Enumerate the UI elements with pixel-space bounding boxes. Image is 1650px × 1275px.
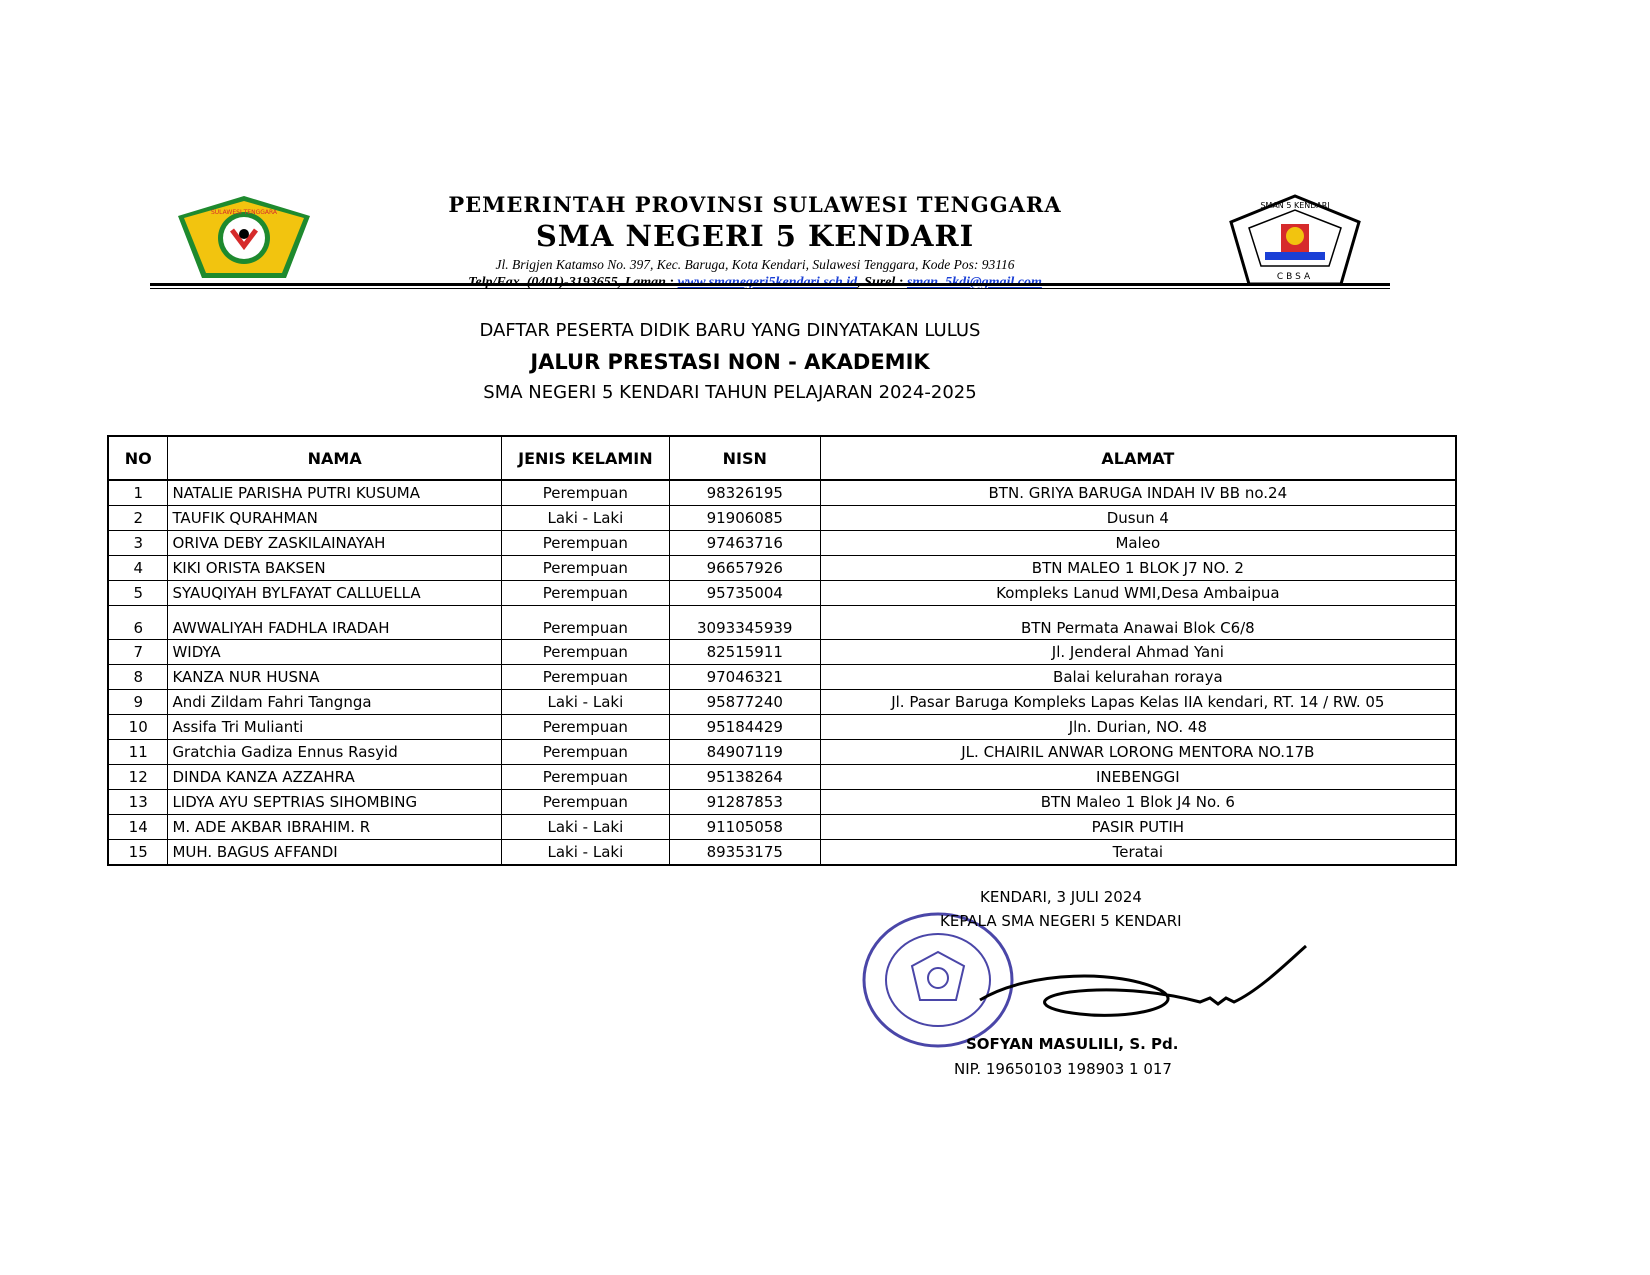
header-jenis-kelamin: JENIS KELAMIN — [501, 436, 669, 480]
cell-nisn: 95877240 — [669, 690, 820, 715]
table-row — [108, 690, 1456, 715]
header-alamat: ALAMAT — [820, 436, 1456, 480]
cell-jenis-kelamin: Perempuan — [501, 581, 669, 606]
cell-jenis-kelamin: Perempuan — [501, 790, 669, 815]
cell-jenis-kelamin: Laki - Laki — [501, 815, 669, 840]
government-name: PEMERINTAH PROVINSI SULAWESI TENGGARA — [448, 192, 1062, 217]
province-emblem-logo — [174, 194, 314, 280]
cell-jenis-kelamin: Perempuan — [501, 665, 669, 690]
cell-nama: LIDYA AYU SEPTRIAS SIHOMBING — [168, 790, 502, 815]
cell-nisn: 95184429 — [669, 715, 820, 740]
cell-jenis-kelamin: Perempuan — [501, 740, 669, 765]
cell-nama: DINDA KANZA AZZAHRA — [168, 765, 502, 790]
cell-no: 6 — [108, 606, 168, 640]
table-row — [108, 840, 1456, 866]
title-line-1: DAFTAR PESERTA DIDIK BARU YANG DINYATAKAN LULUS — [479, 320, 981, 341]
cell-alamat: BTN Permata Anawai Blok C6/8 — [820, 606, 1456, 640]
cell-nama: M. ADE AKBAR IBRAHIM. R — [168, 815, 502, 840]
table-row — [108, 665, 1456, 690]
cell-nama: Andi Zildam Fahri Tangnga — [168, 690, 502, 715]
letterhead — [150, 190, 1390, 290]
right-logo-bottom-text: CBSA — [1276, 272, 1314, 282]
signatory-nip: NIP. 19650103 198903 1 017 — [954, 1060, 1172, 1078]
cell-jenis-kelamin: Perempuan — [501, 556, 669, 581]
cell-nisn: 89353175 — [669, 840, 820, 866]
table-row — [108, 640, 1456, 665]
cell-nama: KIKI ORISTA BAKSEN — [168, 556, 502, 581]
header-no: NO — [108, 436, 168, 480]
school-logo — [1225, 194, 1365, 286]
cell-nisn: 95138264 — [669, 765, 820, 790]
cell-alamat: Jl. Pasar Baruga Kompleks Lapas Kelas IIA kendari, RT. 14 / RW. 05 — [820, 690, 1456, 715]
cell-nisn: 96657926 — [669, 556, 820, 581]
cell-nisn: 91287853 — [669, 790, 820, 815]
cell-jenis-kelamin: Laki - Laki — [501, 506, 669, 531]
table-row — [108, 715, 1456, 740]
title-line-3: SMA NEGERI 5 KENDARI TAHUN PELAJARAN 2024-2025 — [483, 382, 977, 403]
cell-no: 8 — [108, 665, 168, 690]
cell-alamat: Teratai — [820, 840, 1456, 866]
cell-nama: ORIVA DEBY ZASKILAINAYAH — [168, 531, 502, 556]
signature-block — [870, 880, 1310, 1080]
school-address: Jl. Brigjen Katamso No. 397, Kec. Baruga, Kota Kendari, Sulawesi Tenggara, Kode Pos: 93116 — [495, 257, 1015, 272]
cell-no: 11 — [108, 740, 168, 765]
cell-nama: NATALIE PARISHA PUTRI KUSUMA — [168, 480, 502, 506]
cell-nama: SYAUQIYAH BYLFAYAT CALLUELLA — [168, 581, 502, 606]
signatory-name: SOFYAN MASULILI, S. Pd. — [966, 1035, 1179, 1053]
cell-nisn: 84907119 — [669, 740, 820, 765]
cell-no: 9 — [108, 690, 168, 715]
cell-nama: AWWALIYAH FADHLA IRADAH — [168, 606, 502, 640]
cell-no: 7 — [108, 640, 168, 665]
cell-nama: WIDYA — [168, 640, 502, 665]
cell-no: 2 — [108, 506, 168, 531]
table-row — [108, 606, 1456, 640]
cell-nisn: 91906085 — [669, 506, 820, 531]
cell-no: 3 — [108, 531, 168, 556]
cell-alamat: Jl. Jenderal Ahmad Yani — [820, 640, 1456, 665]
table-row — [108, 480, 1456, 506]
cell-jenis-kelamin: Laki - Laki — [501, 840, 669, 866]
left-logo-text: SULAWESI TENGGARA — [210, 209, 278, 216]
cell-no: 4 — [108, 556, 168, 581]
cell-no: 14 — [108, 815, 168, 840]
cell-alamat: PASIR PUTIH — [820, 815, 1456, 840]
cell-jenis-kelamin: Perempuan — [501, 640, 669, 665]
table-header-row — [108, 436, 1456, 480]
cell-alamat: INEBENGGI — [820, 765, 1456, 790]
cell-jenis-kelamin: Perempuan — [501, 715, 669, 740]
handwritten-signature — [970, 940, 1310, 1040]
letterhead-divider-thick — [150, 283, 1390, 286]
cell-alamat: BTN MALEO 1 BLOK J7 NO. 2 — [820, 556, 1456, 581]
cell-alamat: Dusun 4 — [820, 506, 1456, 531]
header-nama: NAMA — [168, 436, 502, 480]
letterhead-divider-thin — [150, 288, 1390, 289]
table-row — [108, 531, 1456, 556]
letterhead-text — [340, 190, 1170, 291]
cell-nisn: 91105058 — [669, 815, 820, 840]
cell-jenis-kelamin: Perempuan — [501, 531, 669, 556]
cell-jenis-kelamin: Perempuan — [501, 480, 669, 506]
student-table — [107, 435, 1457, 866]
document-titles — [330, 316, 1130, 408]
table-row — [108, 740, 1456, 765]
table-row — [108, 765, 1456, 790]
cell-alamat: Jln. Durian, NO. 48 — [820, 715, 1456, 740]
table-body — [108, 480, 1456, 865]
cell-no: 15 — [108, 840, 168, 866]
cell-jenis-kelamin: Perempuan — [501, 765, 669, 790]
cell-alamat: BTN Maleo 1 Blok J4 No. 6 — [820, 790, 1456, 815]
table-row — [108, 790, 1456, 815]
cell-nisn: 98326195 — [669, 480, 820, 506]
cell-nama: MUH. BAGUS AFFANDI — [168, 840, 502, 866]
cell-nisn: 97046321 — [669, 665, 820, 690]
cell-alamat: JL. CHAIRIL ANWAR LORONG MENTORA NO.17B — [820, 740, 1456, 765]
cell-no: 13 — [108, 790, 168, 815]
table-row — [108, 556, 1456, 581]
cell-nisn: 82515911 — [669, 640, 820, 665]
signatory-role: KEPALA SMA NEGERI 5 KENDARI — [940, 912, 1182, 930]
cell-no: 1 — [108, 480, 168, 506]
cell-no: 10 — [108, 715, 168, 740]
cell-no: 12 — [108, 765, 168, 790]
right-logo-top-text: SMAN 5 KENDARI — [1260, 201, 1330, 210]
table-row — [108, 815, 1456, 840]
cell-jenis-kelamin: Laki - Laki — [501, 690, 669, 715]
cell-nisn: 95735004 — [669, 581, 820, 606]
cell-alamat: Maleo — [820, 531, 1456, 556]
cell-alamat: BTN. GRIYA BARUGA INDAH IV BB no.24 — [820, 480, 1456, 506]
cell-nama: TAUFIK QURAHMAN — [168, 506, 502, 531]
cell-alamat: Balai kelurahan roraya — [820, 665, 1456, 690]
header-nisn: NISN — [669, 436, 820, 480]
cell-no: 5 — [108, 581, 168, 606]
school-name: SMA NEGERI 5 KENDARI — [535, 219, 975, 253]
cell-nama: KANZA NUR HUSNA — [168, 665, 502, 690]
table-row — [108, 506, 1456, 531]
cell-nisn: 3093345939 — [669, 606, 820, 640]
cell-jenis-kelamin: Perempuan — [501, 606, 669, 640]
title-line-2: JALUR PRESTASI NON - AKADEMIK — [530, 350, 930, 374]
cell-nisn: 97463716 — [669, 531, 820, 556]
place-date: KENDARI, 3 JULI 2024 — [980, 888, 1142, 906]
cell-nama: Assifa Tri Mulianti — [168, 715, 502, 740]
table-row — [108, 581, 1456, 606]
cell-nama: Gratchia Gadiza Ennus Rasyid — [168, 740, 502, 765]
cell-alamat: Kompleks Lanud WMI,Desa Ambaipua — [820, 581, 1456, 606]
